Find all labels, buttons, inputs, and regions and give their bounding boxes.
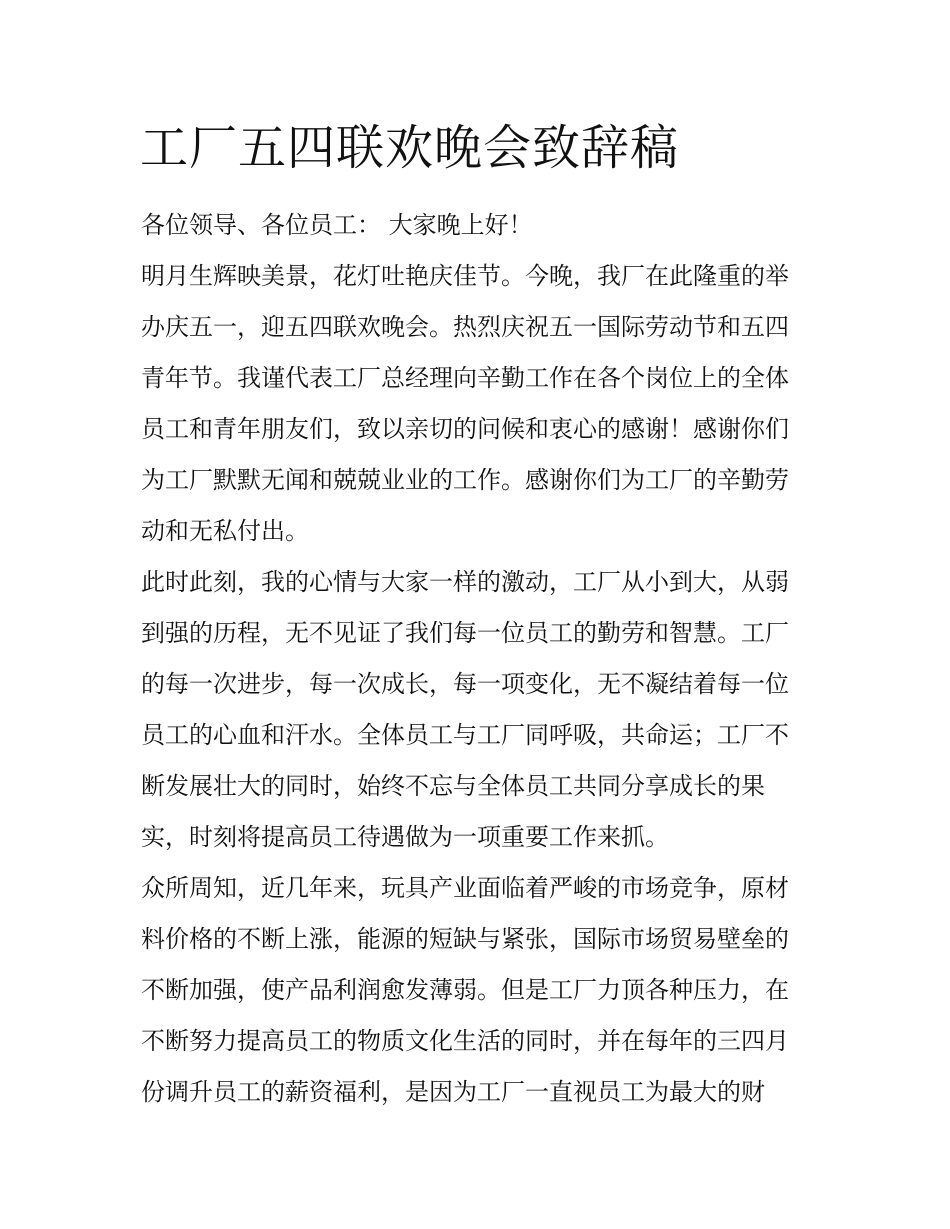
text-line: 各位领导、各位员工： 大家晚上好！ <box>141 211 533 239</box>
text-line: 动和无私付出。 <box>141 517 309 545</box>
text-line: 员工的心血和汗水。全体员工与工厂同呼吸，共命运；工厂不 <box>141 721 789 749</box>
text-line: 不断加强，使产品利润愈发薄弱。但是工厂力顶各种压力，在 <box>141 976 789 1004</box>
text-line: 到强的历程，无不见证了我们每一位员工的勤劳和智慧。工厂 <box>141 619 789 647</box>
document-title: 工厂五四联欢晚会致辞稿 <box>140 120 680 176</box>
text-line: 料价格的不断上涨，能源的短缺与紧张，国际市场贸易壁垒的 <box>141 925 789 953</box>
text-line: 明月生辉映美景，花灯吐艳庆佳节。今晚，我厂在此隆重的举 <box>141 262 789 290</box>
text-line: 不断努力提高员工的物质文化生活的同时，并在每年的三四月 <box>141 1027 789 1055</box>
text-line: 断发展壮大的同时，始终不忘与全体员工共同分享成长的果 <box>141 772 765 800</box>
text-line: 办庆五一，迎五四联欢晚会。热烈庆祝五一国际劳动节和五四 <box>141 313 789 341</box>
text-line: 份调升员工的薪资福利，是因为工厂一直视员工为最大的财 <box>141 1078 765 1106</box>
text-line: 的每一次进步，每一次成长，每一项变化，无不凝结着每一位 <box>141 670 789 698</box>
text-line: 实，时刻将提高员工待遇做为一项重要工作来抓。 <box>141 823 669 851</box>
text-line: 为工厂默默无闻和兢兢业业的工作。感谢你们为工厂的辛勤劳 <box>141 466 789 494</box>
text-line: 青年节。我谨代表工厂总经理向辛勤工作在各个岗位上的全体 <box>141 364 789 392</box>
text-line: 此时此刻，我的心情与大家一样的激动，工厂从小到大，从弱 <box>141 568 789 596</box>
text-line: 众所周知，近几年来，玩具产业面临着严峻的市场竞争，原材 <box>141 874 789 902</box>
text-line: 员工和青年朋友们，致以亲切的问候和衷心的感谢！感谢你们 <box>141 415 789 443</box>
document-body <box>141 200 813 1118</box>
